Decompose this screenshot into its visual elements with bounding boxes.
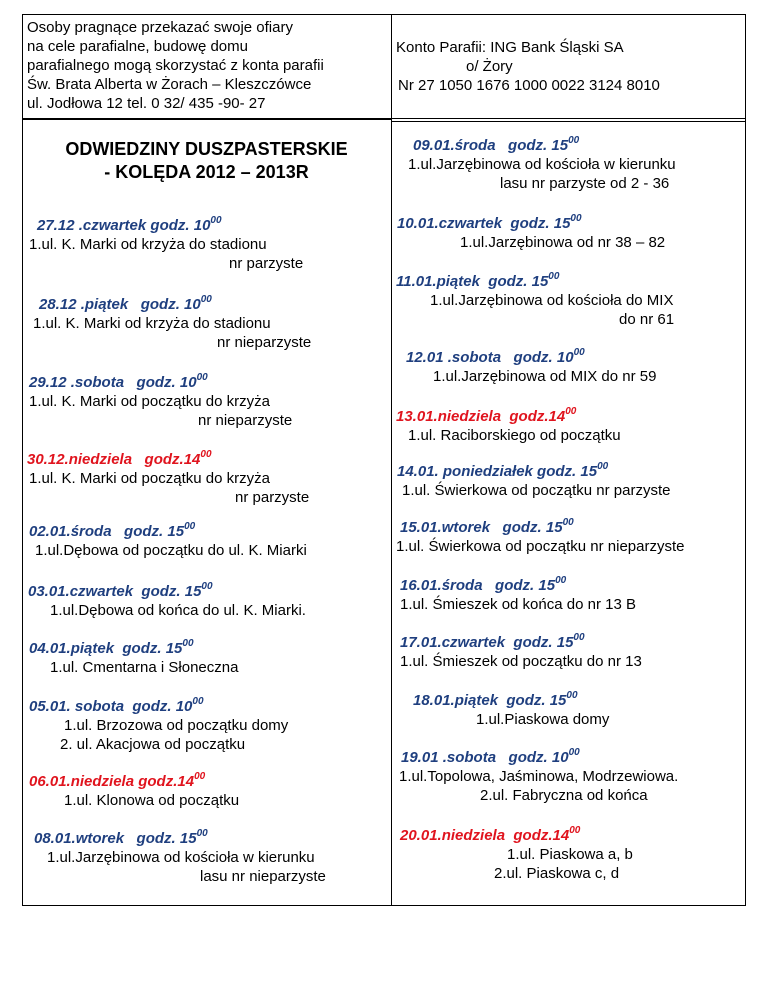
visit-time-minutes: 00: [182, 638, 194, 649]
visit-time-minutes: 00: [200, 449, 212, 460]
right-schedule-entry: [0, 407, 768, 445]
account-number: Nr 27 1050 1676 1000 0022 3124 8010: [398, 77, 660, 94]
visit-date-text: 03.01.czwartek godz. 15: [28, 583, 202, 600]
street-line: nr nieparzyste: [217, 334, 312, 351]
visit-date-text: 09.01.środa godz. 15: [413, 137, 569, 154]
right-schedule-entry: [0, 576, 768, 614]
right-schedule-entry: [0, 748, 768, 805]
header-rule-right: [392, 118, 746, 119]
street-line: 1.ul. Śmieszek od początku do nr 13: [400, 653, 642, 670]
notice-line: ul. Jodłowa 12 tel. 0 32/ 435 -90- 27: [27, 95, 266, 112]
street-line: 1.ul.Piaskowa domy: [476, 711, 610, 728]
visit-date-text: 30.12.niedziela godz.14: [27, 451, 201, 468]
visit-date-text: 28.12 .piątek godz. 10: [39, 296, 201, 313]
notice-line: parafialnego mogą skorzystać z konta parafii: [27, 57, 324, 74]
street-line: do nr 61: [619, 311, 675, 328]
street-line: 2. ul. Akacjowa od początku: [60, 736, 246, 753]
visit-date-text: 16.01.środa godz. 15: [400, 577, 556, 594]
visit-date: [397, 214, 768, 233]
right-schedule-entry: [0, 272, 768, 329]
visit-date: [396, 407, 768, 426]
header-rule-right-second: [392, 121, 746, 122]
street-line: 1.ul. K. Marki od początku do krzyża: [29, 393, 270, 410]
street-line: 1.ul.Jarzębinowa od kościoła w kierunku: [47, 849, 315, 866]
visit-date: [397, 462, 768, 481]
visit-date-text: 18.01.piątek godz. 15: [413, 692, 567, 709]
visit-time-minutes: 00: [555, 575, 567, 586]
visit-time-minutes: 00: [192, 696, 204, 707]
street-line: 2.ul. Piaskowa c, d: [494, 865, 620, 882]
notice-line: Osoby pragnące przekazać swoje ofiary: [27, 19, 293, 36]
street-line: 1.ul. Cmentarna i Słoneczna: [50, 659, 239, 676]
visit-date-text: 08.01.wtorek godz. 15: [34, 830, 197, 847]
visit-date-text: 04.01.piątek godz. 15: [29, 640, 183, 657]
street-line: 2.ul. Fabryczna od końca: [480, 787, 648, 804]
street-line: nr parzyste: [235, 489, 310, 506]
street-line: lasu nr nieparzyste: [200, 868, 326, 885]
visit-date-text: 17.01.czwartek godz. 15: [400, 634, 574, 651]
visit-date-text: 05.01. sobota godz. 10: [29, 698, 193, 715]
street-line: 1.ul.Jarzębinowa od kościoła w kierunku: [408, 156, 676, 173]
street-line: 1.ul. Klonowa od początku: [64, 792, 240, 809]
visit-date-text: 02.01.środa godz. 15: [29, 523, 185, 540]
donation-notice: [27, 18, 389, 113]
street-line: 1.ul.Dębowa od końca do ul. K. Miarki.: [50, 602, 306, 619]
notice-line: na cele parafialne, budowę domu: [27, 38, 248, 55]
visit-time-minutes: 00: [196, 372, 208, 383]
header-rule-left: [22, 118, 391, 120]
visit-time-minutes: 00: [570, 213, 582, 224]
right-schedule-entry: [0, 136, 768, 193]
visit-date-text: 29.12 .sobota godz. 10: [29, 374, 197, 391]
visit-date: [413, 136, 768, 155]
right-schedule-entry: [0, 214, 768, 252]
bank-name: Konto Parafii: ING Bank Śląski SA: [396, 39, 624, 56]
visit-time-minutes: 00: [573, 347, 585, 358]
right-schedule-entry: [0, 348, 768, 386]
visit-time-minutes: 00: [565, 406, 577, 417]
visit-date-text: 13.01.niedziela godz.14: [396, 408, 566, 425]
visit-date-text: 19.01 .sobota godz. 10: [401, 749, 569, 766]
street-line: 1.ul.Jarzębinowa od kościoła do MIX: [430, 292, 674, 309]
right-schedule-entry: [0, 518, 768, 556]
visit-time-minutes: 00: [548, 271, 560, 282]
visit-time-minutes: 00: [566, 690, 578, 701]
visit-date-text: 10.01.czwartek godz. 15: [397, 215, 571, 232]
visit-time-minutes: 00: [194, 771, 206, 782]
street-line: 1.ul. Świerkowa od początku nr parzyste: [402, 482, 671, 499]
visit-date-text: 11.01.piątek godz. 15: [396, 273, 549, 290]
visit-time-minutes: 00: [562, 517, 574, 528]
title-line-2: - KOLĘDA 2012 – 2013R: [104, 162, 309, 182]
street-line: 1.ul. K. Marki od krzyża do stadionu: [33, 315, 271, 332]
street-line: 1.ul. Raciborskiego od początku: [408, 427, 621, 444]
visit-date-text: 15.01.wtorek godz. 15: [400, 519, 563, 536]
visit-time-minutes: 00: [200, 294, 212, 305]
visit-time-minutes: 00: [568, 747, 580, 758]
visit-time-minutes: 00: [573, 632, 585, 643]
visit-date: [400, 826, 768, 845]
visit-date: [406, 348, 768, 367]
visit-time-minutes: 00: [196, 828, 208, 839]
visit-time-minutes: 00: [210, 215, 222, 226]
visit-date: [413, 691, 768, 710]
street-line: 1.ul.Dębowa od początku do ul. K. Miarki: [35, 542, 307, 559]
visit-date: [401, 748, 768, 767]
street-line: 1.ul. Śmieszek od końca do nr 13 B: [400, 596, 636, 613]
title-line-1: ODWIEDZINY DUSZPASTERSKIE: [65, 139, 348, 159]
street-line: lasu nr parzyste od 2 - 36: [500, 175, 670, 192]
visit-date: [400, 576, 768, 595]
visit-date-text: 27.12 .czwartek godz. 10: [37, 217, 211, 234]
street-line: 1.ul. Brzozowa od początku domy: [64, 717, 289, 734]
street-line: nr nieparzyste: [198, 412, 293, 429]
visit-date-text: 14.01. poniedziałek godz. 15: [397, 463, 598, 480]
bank-branch: o/ Żory: [466, 58, 513, 75]
bank-account: [396, 38, 744, 95]
street-line: 1.ul.Topolowa, Jaśminowa, Modrzewiowa.: [399, 768, 679, 785]
notice-line: Św. Brata Alberta w Żorach – Kleszczówce: [27, 76, 312, 93]
visit-date: [400, 518, 768, 537]
visit-date: [396, 272, 768, 291]
street-line: 1.ul. K. Marki od początku do krzyża: [29, 470, 270, 487]
visit-date: [400, 633, 768, 652]
visit-time-minutes: 00: [568, 135, 580, 146]
right-schedule-entry: [0, 462, 768, 500]
visit-date-text: 06.01.niedziela godz.14: [29, 773, 195, 790]
visit-date-text: 12.01 .sobota godz. 10: [406, 349, 574, 366]
street-line: 1.ul.Jarzębinowa od MIX do nr 59: [433, 368, 657, 385]
right-schedule-entry: [0, 826, 768, 883]
visit-time-minutes: 00: [201, 581, 213, 592]
street-line: 1.ul.Jarzębinowa od nr 38 – 82: [460, 234, 666, 251]
visit-time-minutes: 00: [597, 461, 609, 472]
street-line: 1.ul. Piaskowa a, b: [507, 846, 633, 863]
right-schedule-entry: [0, 691, 768, 729]
visit-date-text: 20.01.niedziela godz.14: [400, 827, 570, 844]
street-line: nr parzyste: [229, 255, 304, 272]
right-schedule-entry: [0, 633, 768, 671]
street-line: 1.ul. K. Marki od krzyża do stadionu: [29, 236, 267, 253]
street-line: 1.ul. Świerkowa od początku nr nieparzyste: [396, 538, 685, 555]
visit-time-minutes: 00: [184, 521, 196, 532]
visit-time-minutes: 00: [569, 825, 581, 836]
